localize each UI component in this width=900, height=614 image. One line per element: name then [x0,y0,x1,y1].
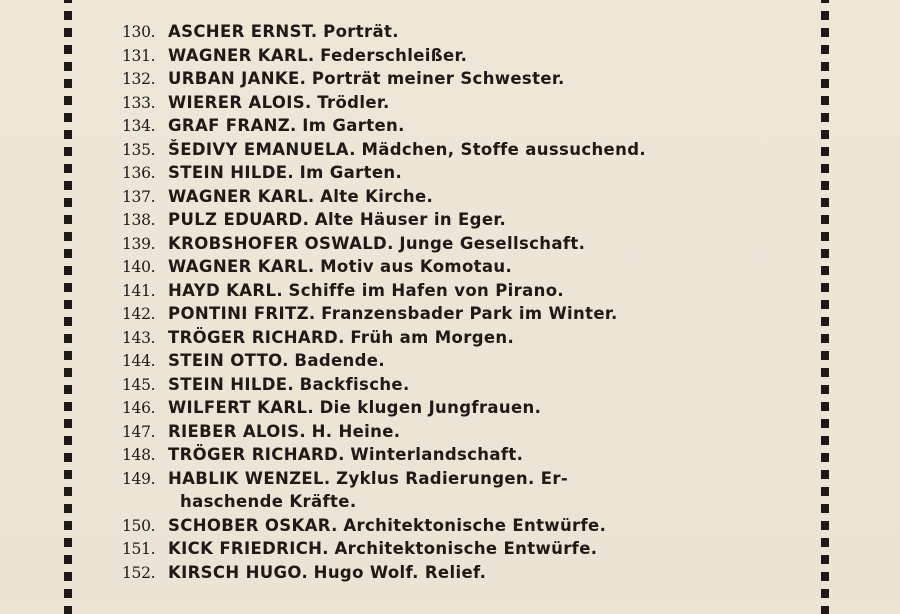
artwork-title: Franzensbader Park im Winter. [321,304,618,323]
list-item [122,537,802,561]
list-item [122,326,802,350]
artwork-title: Motiv aus Komotau. [320,257,513,276]
entry-number: 131. [122,46,156,65]
list-item [122,443,802,467]
artwork-title: Architektonische Entwürfe. [334,539,598,558]
list-item [122,91,802,115]
list-item [122,208,802,232]
artist-name: KIRSCH HUGO. [168,562,309,582]
list-item [122,20,802,44]
artist-name: RIEBER ALOIS. [168,421,306,441]
entry-number: 145. [122,375,156,394]
entry-number: 152. [122,563,156,582]
artwork-title: Mädchen, Stoffe aussuchend. [361,139,646,159]
entry-number: 146. [122,399,156,417]
list-item [122,396,802,420]
list-item [122,138,802,162]
list-item [122,514,802,538]
list-item [122,44,802,68]
artwork-title-continuation: haschende Kräfte. [180,492,357,511]
list-item [122,279,802,303]
artwork-title: Porträt meiner Schwester. [311,69,565,88]
artwork-title: H. Heine. [311,421,401,441]
artist-name: STEIN HILDE. [168,374,295,394]
artwork-title: Badende. [294,351,385,370]
artist-name: HABLIK WENZEL. [168,468,331,488]
artist-name: TRÖGER RICHARD. [168,445,345,464]
entry-number: 140. [122,258,156,276]
list-item [122,255,802,279]
list-item [122,420,802,444]
artwork-title: Hugo Wolf. Relief. [313,562,487,582]
list-item [122,373,802,397]
artwork-title: Junge Gesellschaft. [399,233,586,253]
artist-name: KROBSHOFER OSWALD. [168,233,394,253]
entry-number: 135. [122,140,156,159]
artist-name: TRÖGER RICHARD. [168,327,345,347]
artwork-title: Alte Kirche. [320,186,434,206]
artist-name: URBAN JANKE. [168,69,307,88]
artist-name: ASCHER ERNST. [168,22,318,41]
entry-number: 150. [122,516,156,535]
artist-name: ŠEDIVY EMANUELA. [168,139,356,159]
artist-name: HAYD KARL. [168,280,283,300]
entry-number: 138. [122,211,156,229]
artist-name: GRAF FRANZ. [168,116,297,135]
artwork-title: Früh am Morgen. [350,327,515,347]
entry-number: 147. [122,422,156,441]
artist-name: PONTINI FRITZ. [168,304,316,323]
artist-name: WAGNER KARL. [168,186,315,206]
entry-number: 149. [122,469,156,488]
artwork-title: Federschleißer. [320,45,468,65]
artwork-title: Die klugen Jungfrauen. [319,398,542,417]
entry-number: 139. [122,234,156,253]
artwork-title: Im Garten. [299,163,403,182]
artist-name: WIERER ALOIS. [168,92,312,112]
artist-name: STEIN HILDE. [168,163,295,182]
artwork-title: Porträt. [323,22,399,41]
artist-name: SCHOBER OSKAR. [168,515,338,535]
artwork-title: Schiffe im Hafen von Pirano. [288,280,565,300]
entry-number: 143. [122,328,156,347]
artwork-title: Backfische. [299,374,410,394]
artwork-title: Alte Häuser in Eger. [314,210,507,229]
artwork-title: Trödler. [317,92,390,112]
entry-number: 142. [122,305,156,323]
artist-name: PULZ EDUARD. [168,210,310,229]
artwork-title: Im Garten. [302,116,405,135]
list-item [122,114,802,138]
artwork-title: Winterlandschaft. [350,445,524,464]
list-item [122,467,802,514]
list-item [122,185,802,209]
artwork-title: Architektonische Entwürfe. [343,515,607,535]
list-item [122,161,802,185]
list-item [122,561,802,585]
entry-number: 144. [122,352,156,370]
entry-number: 136. [122,164,156,182]
artist-name: STEIN OTTO. [168,351,289,370]
entry-number: 130. [122,23,156,41]
right-dashed-border [821,0,829,614]
list-item [122,349,802,373]
entry-number: 148. [122,446,156,464]
artist-name: WILFERT KARL. [168,398,314,417]
artwork-title: Zyklus Radierungen. Er- [336,468,569,488]
entry-number: 151. [122,540,156,558]
artwork-list [122,20,802,584]
list-item [122,67,802,91]
left-dashed-border [64,0,72,614]
list-item [122,302,802,326]
entry-number: 137. [122,187,156,206]
entry-number: 141. [122,281,156,300]
artist-name: WAGNER KARL. [168,257,315,276]
entry-number: 132. [122,70,156,88]
list-item [122,232,802,256]
entry-number: 133. [122,93,156,112]
entry-number: 134. [122,117,156,135]
artist-name: KICK FRIEDRICH. [168,539,329,558]
artist-name: WAGNER KARL. [168,45,315,65]
